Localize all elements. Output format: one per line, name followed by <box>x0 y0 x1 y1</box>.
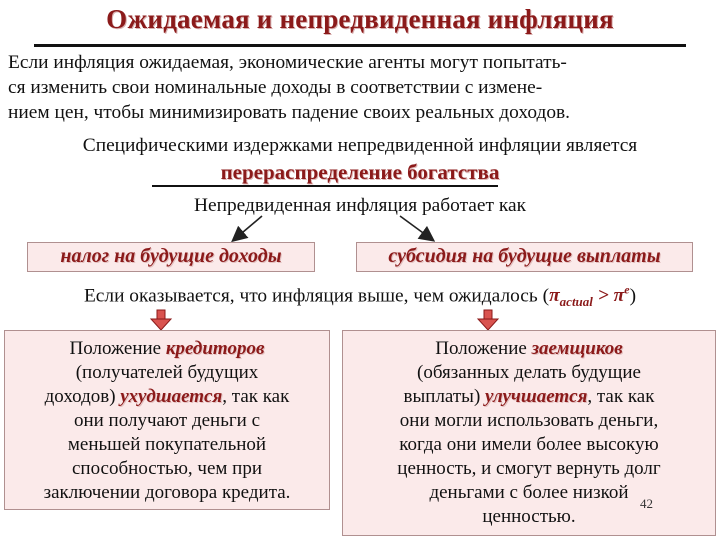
panel-text: Положение <box>435 338 532 359</box>
pi-actual <box>549 283 630 310</box>
condition-prefix: Если оказывается, что инфляция выше, чем ожидалось ( <box>83 285 550 307</box>
improves-highlight: улучшается <box>485 386 588 407</box>
panel-line: способностью, чем при <box>71 458 262 479</box>
redistribution-underline <box>152 185 498 187</box>
panel-line <box>343 337 715 361</box>
pi-expected-symbol: π <box>613 285 625 307</box>
intro-paragraph <box>8 50 712 125</box>
panel-line: (обязанных делать будущие <box>417 362 641 383</box>
greater-than: > <box>592 285 614 307</box>
expected-superscript: e <box>624 283 630 297</box>
intro-line: ся изменить свои номинальные доходы в соответствии с измене- <box>8 77 543 98</box>
intro-line: Если инфляция ожидаемая, экономические агенты могут попытать- <box>8 52 567 73</box>
creditors-highlight: кредиторов <box>165 338 265 359</box>
pi-symbol: π <box>549 285 560 307</box>
works-as-text: Непредвиденная инфляция работает как <box>194 195 526 216</box>
panel-line: ценностью. <box>482 506 576 527</box>
panel-line: (получателей будущих <box>75 362 259 383</box>
condition-text <box>0 283 720 310</box>
page-number: 42 <box>640 496 653 511</box>
actual-subscript: actual <box>559 294 593 310</box>
tax-box: налог на будущие доходы <box>27 242 315 272</box>
slide-title: Ожидаемая и непредвиденная инфляция <box>106 4 614 34</box>
panel-line <box>5 337 329 361</box>
borrowers-panel <box>342 330 716 536</box>
panel-line: меньшей покупательной <box>67 434 267 455</box>
arrow-to-tax-icon <box>236 216 262 238</box>
panel-line: ценность, и смогут вернуть долг <box>397 458 661 479</box>
creditors-panel <box>4 330 330 510</box>
arrow-to-subsidy-icon <box>400 216 430 238</box>
panel-text: , так как <box>222 386 290 407</box>
intro-line: нием цен, чтобы минимизировать падение своих реальных доходов. <box>8 102 571 123</box>
panel-text: доходов) <box>44 386 121 407</box>
panel-text: Положение <box>69 338 166 359</box>
panel-line: они получают деньги с <box>73 410 261 431</box>
specific-costs-text: Специфическими издержками непредвиденной инфляции является <box>82 135 638 156</box>
down-arrow-left-icon <box>151 310 171 330</box>
panel-line <box>5 385 329 409</box>
panel-text: , так как <box>587 386 655 407</box>
panel-line <box>343 385 715 409</box>
panel-line: когда они имели более высокую <box>399 434 659 455</box>
worsens-highlight: ухудшается <box>120 386 223 407</box>
title-underline <box>34 44 686 47</box>
panel-line: они могли использовать деньги, <box>399 410 659 431</box>
subsidy-box: субсидия на будущие выплаты <box>356 242 693 272</box>
panel-text: выплаты) <box>403 386 486 407</box>
condition-suffix: ) <box>629 285 637 307</box>
panel-line: заключении договора кредита. <box>43 482 291 503</box>
panel-line: деньгами с более низкой <box>429 482 629 503</box>
redistribution-heading: перераспределение богатства <box>220 160 500 184</box>
down-arrow-right-icon <box>478 310 498 330</box>
borrowers-highlight: заемщиков <box>531 338 623 359</box>
